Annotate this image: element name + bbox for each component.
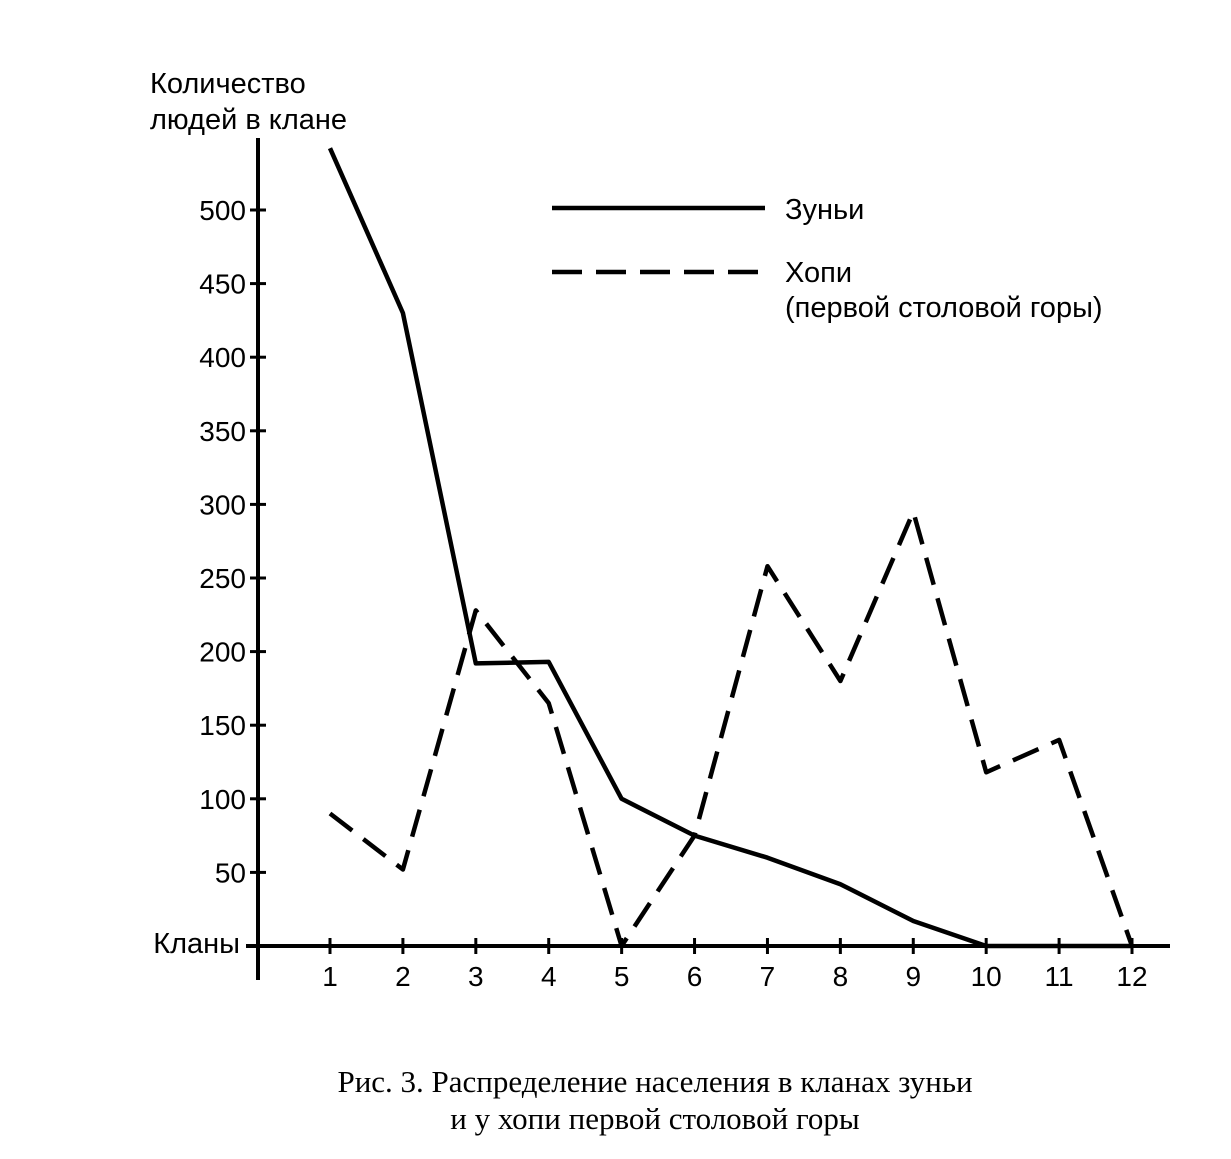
legend [552, 194, 1103, 324]
legend-label-hopi-line-2: (первой столовой горы) [785, 292, 1103, 324]
y-axis-label-line-2: людей в клане [150, 104, 348, 136]
x-tick-label-2: 2 [395, 961, 411, 992]
y-tick-label-250: 250 [199, 563, 246, 594]
x-tick-label-8: 8 [832, 961, 849, 992]
x-tick-label-10: 10 [970, 961, 1002, 992]
legend-label-zuni: Зуньи [785, 194, 865, 226]
y-tick-label-150: 150 [199, 710, 246, 742]
x-tick-label-5: 5 [613, 961, 630, 992]
figure-caption [337, 1064, 972, 1136]
y-tick-label-350: 350 [199, 415, 246, 447]
y-tick-label-100: 100 [199, 783, 246, 815]
series-line-zuni [330, 148, 1132, 946]
x-tick-label-9: 9 [905, 961, 922, 992]
x-tick-label-7: 7 [759, 961, 776, 992]
x-tick-label-4: 4 [540, 961, 557, 992]
y-tick-label-50: 50 [214, 857, 246, 889]
x-tick-label-1: 1 [322, 961, 338, 992]
y-tick-label-300: 300 [199, 489, 246, 521]
caption-line-1: Рис. 3. Распределение населения в кланах зуньи [337, 1064, 973, 1099]
series-lines [330, 148, 1132, 946]
x-tick-label-11: 11 [1044, 961, 1074, 992]
caption-line-2: и у хопи первой столовой горы [450, 1101, 860, 1136]
x-tick-label-3: 3 [468, 961, 484, 992]
legend-label-hopi-line-1: Хопи [785, 257, 853, 289]
y-tick-label-200: 200 [199, 636, 246, 668]
y-tick-label-450: 450 [199, 268, 246, 300]
x-tick-label-6: 6 [686, 961, 703, 992]
x-axis-label: Кланы [153, 928, 240, 960]
y-tick-label-400: 400 [199, 342, 246, 374]
y-axis-label-line-1: Количество [150, 68, 306, 100]
x-tick-label-12: 12 [1116, 961, 1148, 992]
series-line-hopi [330, 512, 1132, 946]
y-tick-label-500: 500 [199, 195, 246, 226]
